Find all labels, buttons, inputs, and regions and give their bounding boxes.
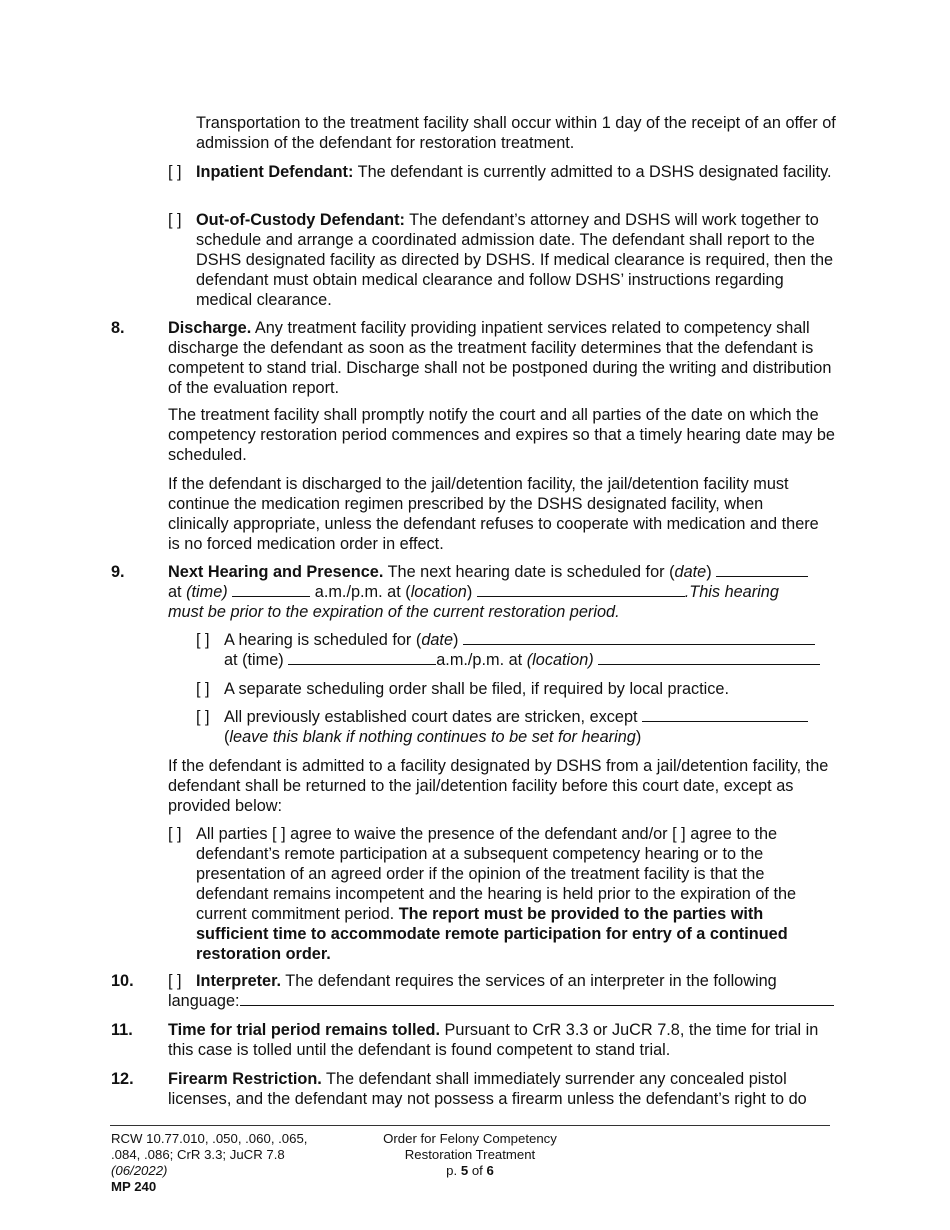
waive-checkbox[interactable]: [ ] [168, 825, 182, 843]
section-10-line-2: language: [168, 991, 848, 1011]
out-of-custody-text: The defendant’s attorney and DSHS will work together to schedule and arrange a coordinated admission date. The defendant shall report to the DSHS designated facility as directed by DSHS. If medical clearance is required, then the defendant must obtain medical clearance and follow DSHS’ instructions regarding medical clearance. [196, 211, 834, 309]
footer-form-date: (06/2022) [111, 1163, 168, 1178]
section-10-line-1: Interpreter. The defendant requires the services of an interpreter in the following [196, 972, 777, 990]
section-11-paragraph: Time for trial period remains tolled. Pursuant to CrR 3.3 or JuCR 7.8, the time for trial in this case is tolled until the defendant is found competent to stand trial. [168, 1021, 819, 1059]
section-12-number: 12. [111, 1070, 134, 1088]
dates-except-field[interactable] [642, 707, 808, 722]
section-8-paragraph-3 [168, 474, 828, 554]
dates-stricken-line-2: (leave this blank if nothing continues to be set for hearing) [224, 728, 642, 746]
section-8-title: Discharge. [168, 319, 252, 337]
footer-title: Order for Felony Competency Restoration Treatment p. 5 of 6 [360, 1131, 580, 1179]
footer-citation: RCW 10.77.010, .050, .060, .065, .084, .086; CrR 3.3; JuCR 7.8 (06/2022) MP 240 [111, 1131, 308, 1194]
scheduling-order-text: A separate scheduling order shall be filed, if required by local practice. [224, 680, 730, 698]
section-8-paragraph-2 [168, 405, 836, 465]
section-11-title: Time for trial period remains tolled. [168, 1021, 441, 1039]
section-9-line-3: must be prior to the expiration of the current restoration period. [168, 603, 620, 621]
section-10-title: Interpreter. [196, 972, 282, 990]
hearing-scheduled-line-1: A hearing is scheduled for (date) [224, 630, 844, 650]
hearing-scheduled-line-2: at (time) a.m./p.m. at (location) [224, 650, 844, 670]
footer-divider [110, 1125, 830, 1126]
interpreter-checkbox[interactable]: [ ] [168, 972, 182, 990]
next-hearing-time-field[interactable] [232, 582, 310, 597]
waive-presence-checkbox[interactable]: [ ] [272, 825, 286, 843]
section-8-text-3: If the defendant is discharged to the jail/detention facility, the jail/detention facility must continue the medication regimen prescribed by the DSHS designated facility, when clinically appropriate, unless the defendant refuses to cooperate with medication and there is no forced medication order in effect. [168, 475, 819, 553]
section-8-number: 8. [111, 319, 125, 337]
dates-stricken-checkbox[interactable]: [ ] [196, 708, 210, 726]
hearing-date-field[interactable] [463, 630, 815, 645]
remote-participation-checkbox[interactable]: [ ] [672, 825, 686, 843]
section-8-text-1: Any treatment facility providing inpatient services related to competency shall discharge the defendant as soon as the treatment facility determines that the defendant is competent to stand trial. Discharge shall not be postponed during the writing and distribution of the evaluation report. [168, 319, 832, 397]
hearing-scheduled-checkbox[interactable]: [ ] [196, 631, 210, 649]
section-8-text-2: The treatment facility shall promptly notify the court and all parties of the date on which the competency restoration period commences and expires so that a timely hearing date may be scheduled. [168, 406, 835, 464]
return-to-jail-paragraph: If the defendant is admitted to a facility designated by DSHS from a jail/detention facility, the defendant shall be returned to the jail/detention facility before this court date, except as provided below: [168, 757, 829, 815]
section-11-number: 11. [111, 1021, 133, 1039]
section-9-title: Next Hearing and Presence. [168, 563, 384, 581]
out-of-custody-paragraph [196, 210, 838, 310]
inpatient-checkbox[interactable]: [ ] [168, 163, 182, 181]
section-10-number: 10. [111, 972, 134, 990]
next-hearing-location-field[interactable] [477, 582, 685, 597]
footer-page-number: p. 5 of 6 [446, 1163, 494, 1178]
hearing-time-field[interactable] [288, 650, 436, 665]
out-of-custody-checkbox[interactable]: [ ] [168, 211, 182, 229]
section-12-paragraph: Firearm Restriction. The defendant shall immediately surrender any concealed pistol licenses, and the defendant may not possess a firearm unless the defendant’s right to do [168, 1070, 807, 1108]
scheduling-order-checkbox[interactable]: [ ] [196, 680, 210, 698]
transport-text: Transportation to the treatment facility shall occur within 1 day of the receipt of an offer of admission of the defendant for restoration treatment. [196, 114, 836, 152]
section-9-number: 9. [111, 563, 125, 581]
section-12-title: Firearm Restriction. [168, 1070, 322, 1088]
interpreter-language-field[interactable] [240, 991, 834, 1006]
inpatient-paragraph [196, 162, 836, 182]
dates-stricken-line-1: All previously established court dates are stricken, except [224, 707, 844, 727]
next-hearing-date-field[interactable] [716, 562, 808, 577]
section-8-paragraph-1 [168, 318, 834, 398]
waive-paragraph: All parties [ ] agree to waive the presence of the defendant and/or [ ] agree to the defendant’s remote participation at a subsequent competency hearing or to the presentation of an agreed order if the opinion of the treatment facility is that the defendant remains incompetent and the hearing is held prior to the expiration of the current commitment period. The report must be provided to the parties with sufficient time to accommodate remote participation for entry of a continued restoration order. [196, 825, 797, 963]
section-9-line-1: Next Hearing and Presence. The next hearing date is scheduled for (date) [168, 562, 848, 582]
footer-form-number: MP 240 [111, 1179, 157, 1194]
inpatient-label: Inpatient Defendant: [196, 163, 354, 181]
out-of-custody-label: Out-of-Custody Defendant: [196, 211, 405, 229]
transport-paragraph [196, 113, 836, 153]
section-9-line-2: at (time) a.m./p.m. at (location) .This hearing [168, 583, 779, 601]
hearing-location-field[interactable] [598, 650, 820, 665]
inpatient-text: The defendant is currently admitted to a DSHS designated facility. [353, 163, 832, 181]
